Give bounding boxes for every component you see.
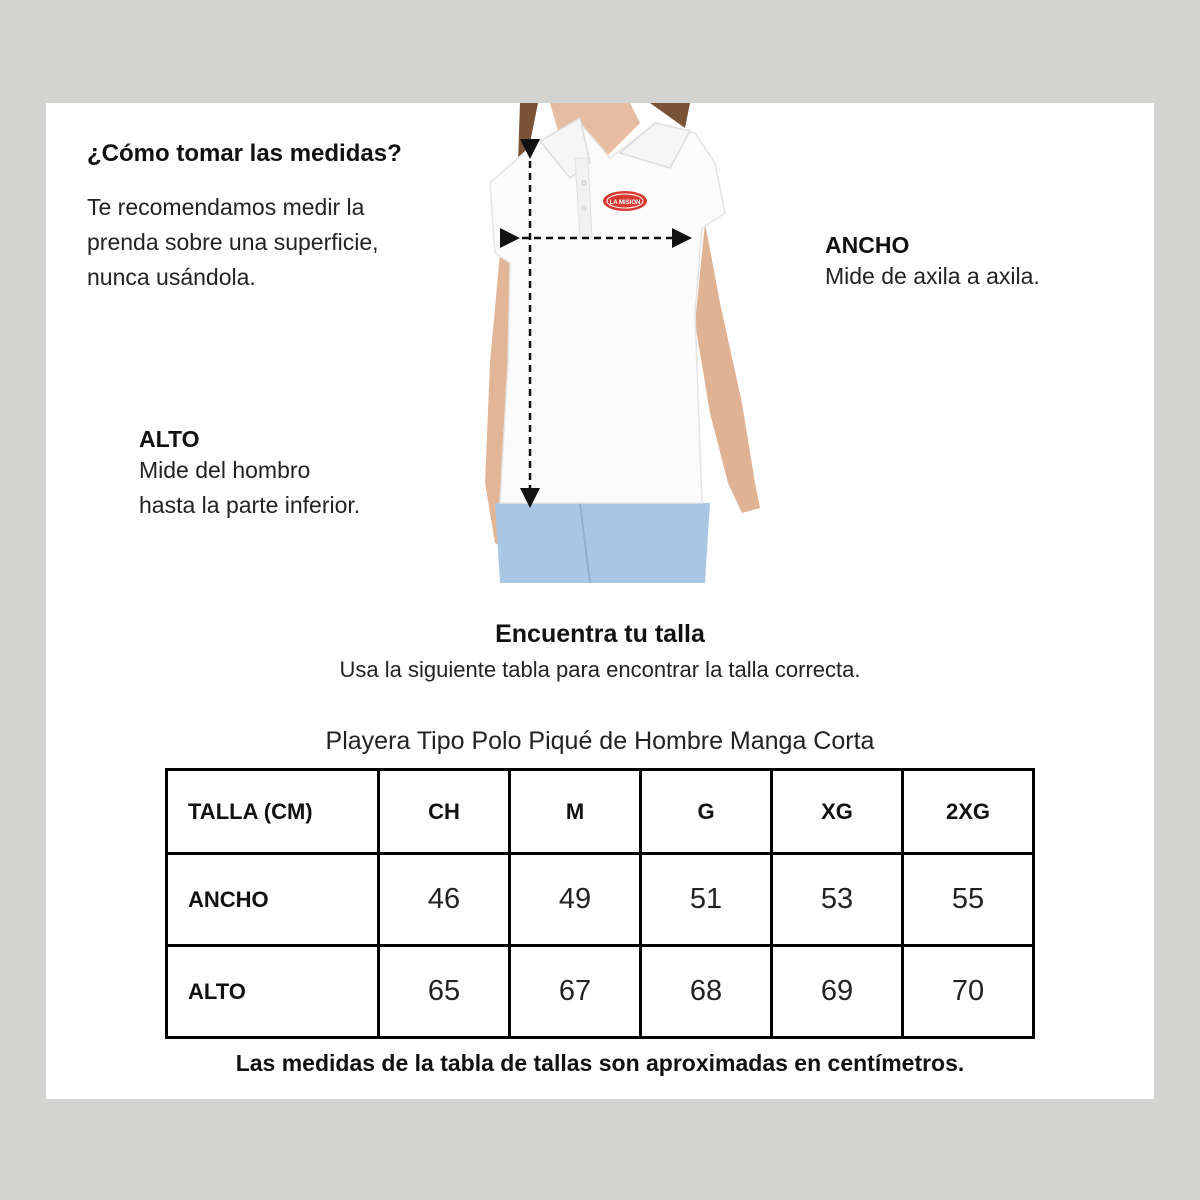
table-cell: 68 bbox=[641, 946, 772, 1038]
intro-line: Te recomendamos medir la bbox=[87, 194, 365, 220]
model-illustration bbox=[480, 103, 770, 583]
find-size-subtitle: Usa la siguiente tabla para encontrar la talla correcta. bbox=[339, 657, 861, 682]
table-cell: 67 bbox=[510, 946, 641, 1038]
jeans bbox=[495, 503, 710, 583]
size-table bbox=[165, 768, 1035, 1039]
table-cell: 55 bbox=[903, 854, 1034, 946]
table-cell: 49 bbox=[510, 854, 641, 946]
alto-instruction bbox=[139, 426, 459, 523]
row-label: ALTO bbox=[167, 946, 379, 1038]
header-cell: XG bbox=[772, 770, 903, 854]
header-cell: M bbox=[510, 770, 641, 854]
intro-line: nunca usándola. bbox=[87, 264, 256, 290]
how-to-measure-text bbox=[87, 190, 447, 295]
intro-line: prenda sobre una superficie, bbox=[87, 229, 379, 255]
header-cell: 2XG bbox=[903, 770, 1034, 854]
table-cell: 65 bbox=[379, 946, 510, 1038]
table-cell: 53 bbox=[772, 854, 903, 946]
table-cell: 70 bbox=[903, 946, 1034, 1038]
table-row bbox=[167, 854, 1034, 946]
how-to-measure-title: ¿Cómo tomar las medidas? bbox=[87, 140, 402, 167]
header-cell: G bbox=[641, 770, 772, 854]
table-cell: 46 bbox=[379, 854, 510, 946]
alto-description-line: hasta la parte inferior. bbox=[139, 492, 361, 518]
polo-shirt bbox=[490, 123, 725, 503]
table-row bbox=[167, 946, 1034, 1038]
table-cell: 51 bbox=[641, 854, 772, 946]
alto-description-line: Mide del hombro bbox=[139, 457, 311, 483]
header-cell: CH bbox=[379, 770, 510, 854]
row-label: ANCHO bbox=[167, 854, 379, 946]
size-table-title: Playera Tipo Polo Piqué de Hombre Manga Corta bbox=[325, 727, 875, 755]
right-arm bbox=[695, 223, 760, 513]
ancho-instruction bbox=[825, 232, 1040, 294]
alto-label: ALTO bbox=[139, 426, 200, 452]
find-size-title: Encuentra tu talla bbox=[495, 620, 705, 648]
table-cell: 69 bbox=[772, 946, 903, 1038]
ancho-description: Mide de axila a axila. bbox=[825, 263, 1040, 289]
table-header-row bbox=[167, 770, 1034, 854]
header-cell: TALLA (CM) bbox=[167, 770, 379, 854]
ancho-label: ANCHO bbox=[825, 232, 910, 258]
table-footnote: Las medidas de la tabla de tallas son aproximadas en centímetros. bbox=[235, 1050, 965, 1076]
brand-logo-text: LA MISION bbox=[609, 200, 641, 206]
